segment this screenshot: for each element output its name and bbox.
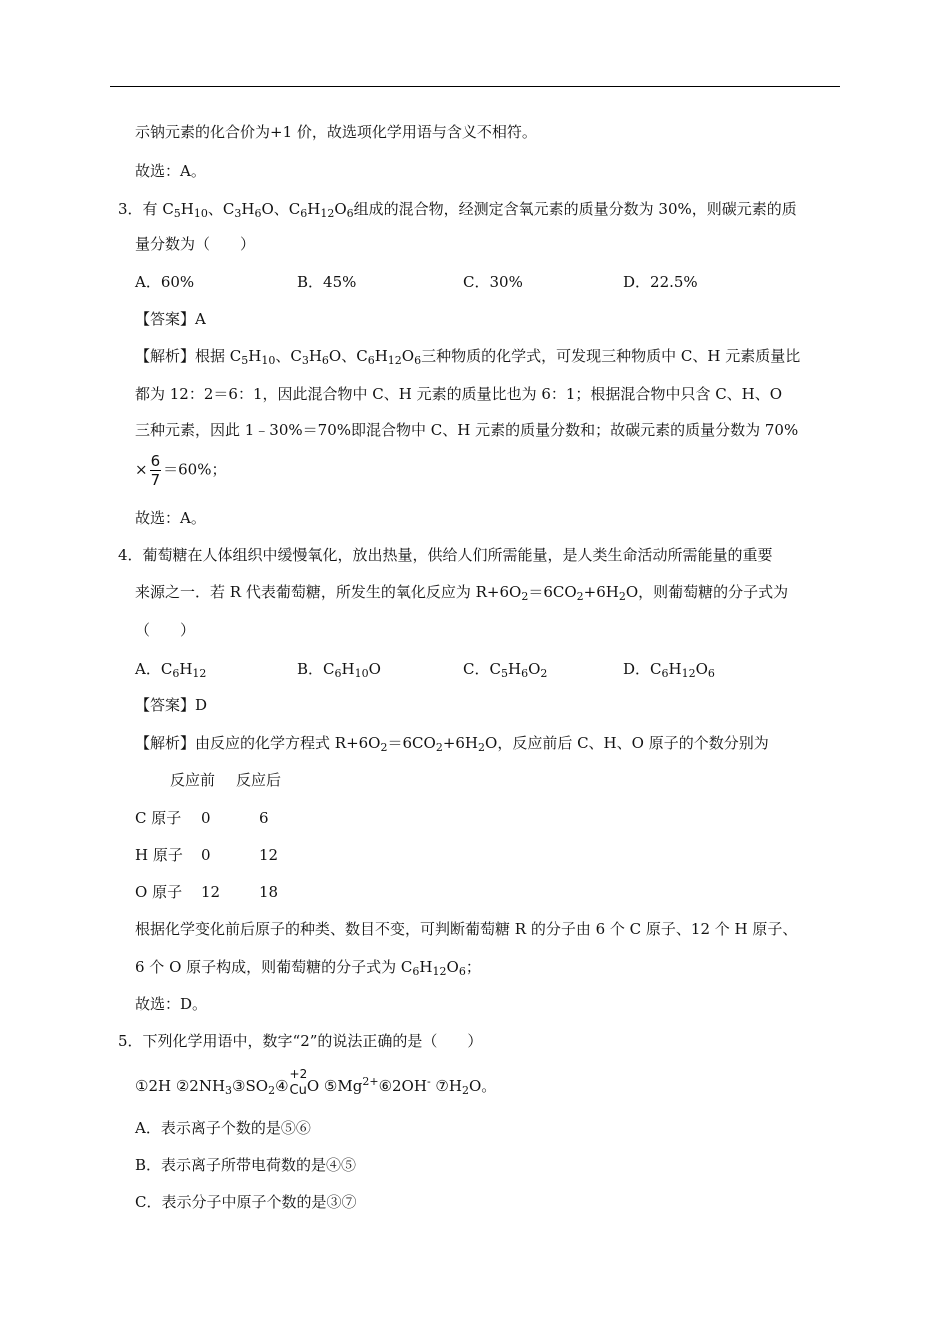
table-header-after: 反应后	[236, 771, 282, 789]
q3-analysis-line3: 三种元素，因此 1﹣30%＝70%即混合物中 C、H 元素的质量分数和；故碳元素的质量分数为 70%	[135, 421, 799, 439]
q3-option-c: C．30%	[463, 273, 523, 291]
q3-analysis-line1: 【解析】根据 $C_5H_{10}$、$C_3H_6O$、$C_6H_{12}O_6$三种物质的化学式，可发现三种物质中 C、H 元素质量比	[135, 347, 801, 367]
q4-final-choice: 故选：D。	[135, 995, 208, 1013]
q3-option-a: A．60%	[135, 273, 195, 291]
q3-number: 3．	[118, 200, 143, 218]
q4-line2: 来源之一．若 R 代表葡萄糖，所发生的氧化反应为 $R+6O_2=6CO_2+6H_2O$，则葡萄糖的分子式为	[135, 583, 789, 603]
q4-option-b: B．$C_6H_{10}O$	[297, 660, 381, 680]
q3-option-b: B．45%	[297, 273, 357, 291]
q3-analysis-line4: × $\frac{6}{7}$ ＝60%；	[135, 452, 227, 489]
table-row-o-before: 12	[201, 883, 221, 901]
q3-conclusion: 故选：A。	[135, 509, 206, 527]
table-header-before: 反应前	[170, 771, 216, 789]
q5-option-c: C．表示分子中原子个数的是③⑦	[135, 1193, 357, 1211]
q4-conclusion-line2: 6 个 O 原子构成，则葡萄糖的分子式为 $C_6H_{12}O_6$；	[135, 958, 481, 978]
q3-line2: 量分数为（ ）	[135, 235, 256, 253]
prev-conclusion: 故选：A。	[135, 162, 206, 180]
table-row-o-after: 18	[259, 883, 279, 901]
q3-analysis-line2: 都为 12：2＝6：1，因此混合物中 C、H 元素的质量比也为 6：1；根据混合物中只含 C、H、O	[135, 385, 783, 403]
fraction-six-sevenths: $\frac{6}{7}$	[150, 452, 161, 489]
q5-symbols: ①2H $②2NH_3③SO_2④$ +2 CuO $⑤Mg^{2+}⑥2OH^-$ $⑦H_2O$。	[135, 1067, 497, 1098]
q4-conclusion-line1: 根据化学变化前后原子的种类、数目不变，可判断葡萄糖 R 的分子由 6 个 C 原子、12 个 H 原子、	[135, 920, 798, 938]
table-row-h-label: H 原子	[135, 846, 183, 864]
q5-option-a: A．表示离子个数的是⑤⑥	[135, 1119, 311, 1137]
q4-analysis-line1: 【解析】由反应的化学方程式 $R+6O_2=6CO_2+6H_2O$，反应前后 C、H、O 原子的个数分别为	[135, 734, 769, 754]
table-row-o-label: O 原子	[135, 883, 183, 901]
table-row-h-after: 12	[259, 846, 279, 864]
q5-number: 5．	[118, 1032, 143, 1050]
q4-option-c: C．$C_5H_6O_2$	[463, 660, 548, 680]
q4-number: 4．	[118, 546, 143, 564]
q4-answer: 【答案】D	[135, 696, 208, 714]
q4-option-a: A．$C_6H_{12}$	[135, 660, 207, 680]
q5-option-b: B．表示离子所带电荷数的是④⑤	[135, 1156, 357, 1174]
table-row-h-before: 0	[201, 846, 211, 864]
q3-option-d: D．22.5%	[623, 273, 698, 291]
table-row-c-label: C 原子	[135, 809, 182, 827]
q4-line1: 4．葡萄糖在人体组织中缓慢氧化，放出热量，供给人们所需能量，是人类生命活动所需能量的重要	[118, 546, 773, 564]
copper-oxidation-state: +2 Cu	[289, 1067, 308, 1098]
q3-answer: 【答案】A	[135, 310, 206, 328]
q4-option-d: D．$C_6H_{12}O_6$	[623, 660, 715, 680]
q5-line1: 5．下列化学用语中，数字“2”的说法正确的是（ ）	[118, 1032, 483, 1050]
q3-line1: 3．有 $C_5H_{10}$、$C_3H_6O$、$C_6H_{12}O_6$组成的混合物，经测定含氧元素的质量分数为 30%，则碳元素的质	[118, 200, 797, 220]
header-rule	[110, 86, 840, 87]
table-row-c-after: 6	[259, 809, 269, 827]
prev-explanation-line: 示钠元素的化合价为+1 价，故选项化学用语与含义不相符。	[135, 123, 537, 141]
table-row-c-before: 0	[201, 809, 211, 827]
q4-line3: （ ）	[135, 621, 196, 639]
